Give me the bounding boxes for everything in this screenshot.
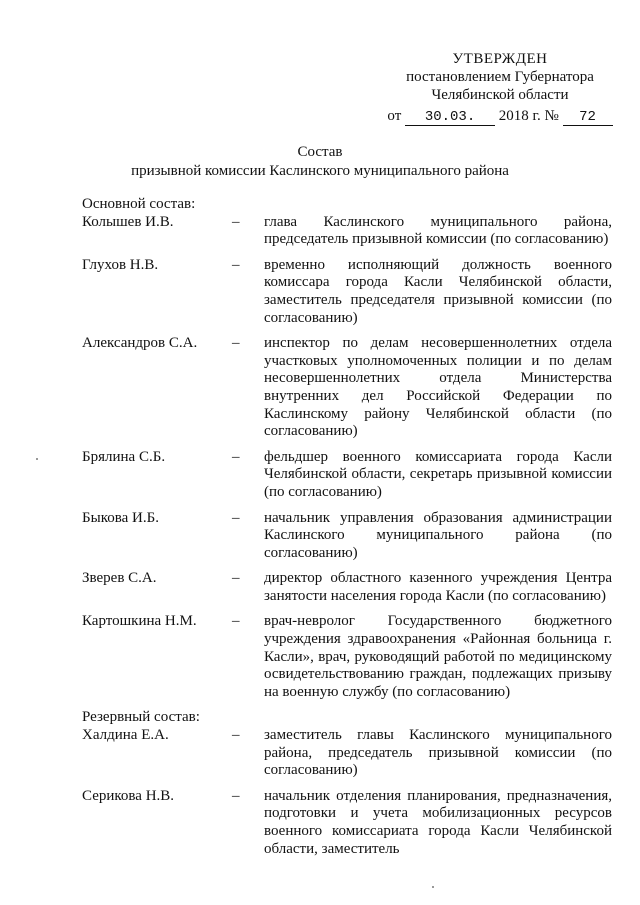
member-position: глава Каслинского муниципального района, председатель призывной комиссии (по согласованию)	[264, 213, 612, 248]
member-name: Глухов Н.В.	[82, 256, 159, 273]
heading-subtitle: призывной комиссии Каслинского муниципального района	[131, 163, 509, 179]
member-row	[82, 727, 612, 780]
member-row	[82, 449, 612, 502]
member-position: заместитель главы Каслинского муниципального района, председатель призывной комиссии (по согласованию)	[264, 727, 612, 779]
member-position: инспектор по делам несовершеннолетних отдела участковых уполномоченных полиции и по делам несовершеннолетних отдела Министерства внутренних дел Российской Федерации по Каслинскому району Челябинской области (по согласованию)	[264, 335, 612, 440]
member-position: временно исполняющий должность военного комиссара города Касли Челябинской области, заместитель председателя призывной комиссии (по согласованию)	[264, 256, 612, 326]
member-row	[82, 570, 612, 605]
approval-number: 72	[563, 109, 613, 126]
approval-line-1: постановлением Губернатора	[406, 69, 594, 85]
member-row	[82, 510, 612, 563]
document-heading	[60, 143, 580, 181]
member-position: врач-невролог Государственного бюджетного учреждения здравоохранения «Районная больница г. Касли», врач, руководящий работой по медицинскому освидетельствованию граждан, подлежащих призыву на военную службу (по согласованию)	[264, 613, 612, 700]
member-row	[82, 788, 612, 858]
member-name: Зверев С.А.	[82, 570, 157, 587]
member-row	[82, 335, 612, 441]
member-row	[82, 613, 612, 701]
scan-speck	[36, 458, 38, 460]
member-name: Александров С.А.	[82, 335, 198, 352]
dash-separator: –	[232, 335, 240, 352]
approval-date: 30.03.	[405, 109, 495, 126]
dash-separator: –	[232, 448, 240, 465]
heading-title: Состав	[297, 144, 343, 160]
member-row	[82, 257, 612, 327]
main-section-title: Основной состав:	[82, 196, 196, 212]
dash-separator: –	[232, 613, 240, 630]
approval-title: УТВЕРЖДЕН	[452, 51, 548, 67]
approval-stamp	[380, 50, 620, 126]
member-name: Колышев И.В.	[82, 213, 174, 230]
date-year: 2018 г. №	[498, 108, 559, 124]
approval-line-2: Челябинской области	[431, 87, 569, 103]
date-prefix: от	[387, 108, 402, 124]
dash-separator: –	[232, 787, 240, 804]
main-member-list	[82, 214, 612, 702]
member-name: Халдина Е.А.	[82, 727, 169, 744]
member-position: начальник управления образования администрации Каслинского муниципального района (по согласованию)	[264, 509, 612, 561]
member-position: директор областного казенного учреждения Центра занятости населения города Касли (по согласованию)	[264, 570, 612, 604]
member-name: Быкова И.Б.	[82, 509, 159, 526]
member-position: начальник отделения планирования, предназначения, подготовки и учета мобилизационных ресурсов военного комиссариата города Касли Челябинской области, заместитель	[264, 787, 612, 857]
member-position: фельдшер военного комиссариата города Касли Челябинской области, секретарь призывной комиссии (по согласованию)	[264, 448, 612, 500]
member-name: Серикова Н.В.	[82, 787, 175, 804]
member-name: Картошкина Н.М.	[82, 613, 197, 630]
reserve-member-list	[82, 727, 612, 858]
commission-list	[82, 196, 612, 866]
dash-separator: –	[232, 213, 240, 230]
member-name: Брялина С.Б.	[82, 448, 166, 465]
approval-date-line	[380, 107, 620, 126]
dash-separator: –	[232, 256, 240, 273]
member-row	[82, 214, 612, 249]
reserve-section-title: Резервный состав:	[82, 709, 200, 726]
scan-speck	[432, 886, 434, 888]
dash-separator: –	[232, 727, 240, 744]
dash-separator: –	[232, 509, 240, 526]
dash-separator: –	[232, 570, 240, 587]
